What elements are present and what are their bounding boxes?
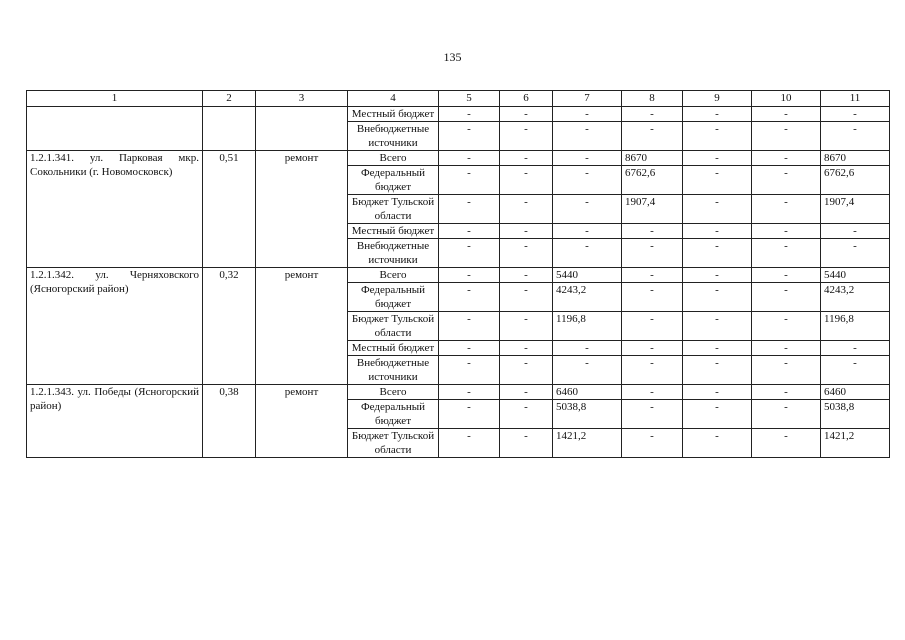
- object-cell: 1.2.1.343. ул. Победы (Ясногорский район): [27, 385, 203, 458]
- value-cell: -: [683, 195, 752, 224]
- value-cell: -: [500, 166, 553, 195]
- value-cell: -: [683, 268, 752, 283]
- value-cell: 6762,6: [622, 166, 683, 195]
- value-cell: -: [683, 312, 752, 341]
- length-cell: 0,51: [203, 151, 256, 268]
- value-cell: -: [821, 107, 890, 122]
- header-col-4: 4: [348, 91, 439, 107]
- value-cell: -: [500, 239, 553, 268]
- value-cell: -: [439, 341, 500, 356]
- value-cell: -: [500, 122, 553, 151]
- value-cell: -: [683, 122, 752, 151]
- value-cell: -: [752, 429, 821, 458]
- value-cell: -: [622, 312, 683, 341]
- value-cell: -: [683, 385, 752, 400]
- work-type-cell: ремонт: [256, 385, 348, 458]
- value-cell: -: [553, 356, 622, 385]
- value-cell: -: [683, 151, 752, 166]
- value-cell: 1421,2: [553, 429, 622, 458]
- source-cell: Всего: [348, 268, 439, 283]
- value-cell: -: [500, 195, 553, 224]
- header-col-11: 11: [821, 91, 890, 107]
- value-cell: -: [683, 400, 752, 429]
- value-cell: -: [500, 151, 553, 166]
- value-cell: -: [622, 356, 683, 385]
- value-cell: -: [622, 224, 683, 239]
- value-cell: -: [683, 107, 752, 122]
- value-cell: 8670: [821, 151, 890, 166]
- value-cell: -: [821, 224, 890, 239]
- value-cell: -: [683, 429, 752, 458]
- budget-table: [26, 90, 890, 458]
- value-cell: -: [439, 122, 500, 151]
- value-cell: -: [752, 122, 821, 151]
- value-cell: 8670: [622, 151, 683, 166]
- work-type-cell: ремонт: [256, 151, 348, 268]
- table-row: [27, 107, 890, 122]
- value-cell: -: [752, 151, 821, 166]
- value-cell: -: [683, 166, 752, 195]
- value-cell: -: [500, 429, 553, 458]
- object-cell: [27, 107, 203, 151]
- value-cell: -: [752, 400, 821, 429]
- length-cell: 0,38: [203, 385, 256, 458]
- value-cell: -: [752, 283, 821, 312]
- source-cell: Всего: [348, 151, 439, 166]
- value-cell: -: [439, 385, 500, 400]
- value-cell: -: [622, 283, 683, 312]
- source-cell: Бюджет Тульской области: [348, 429, 439, 458]
- value-cell: -: [439, 107, 500, 122]
- header-col-7: 7: [553, 91, 622, 107]
- value-cell: -: [752, 166, 821, 195]
- table-row: [27, 151, 890, 166]
- length-cell: 0,32: [203, 268, 256, 385]
- source-cell: Всего: [348, 385, 439, 400]
- source-cell: Внебюджетные источники: [348, 122, 439, 151]
- value-cell: -: [439, 166, 500, 195]
- source-cell: Бюджет Тульской области: [348, 195, 439, 224]
- value-cell: 6762,6: [821, 166, 890, 195]
- value-cell: -: [553, 239, 622, 268]
- value-cell: -: [622, 341, 683, 356]
- header-col-5: 5: [439, 91, 500, 107]
- object-cell: 1.2.1.341. ул. Парковая мкр. Сокольники (г. Новомосковск): [27, 151, 203, 268]
- value-cell: -: [500, 224, 553, 239]
- value-cell: -: [500, 107, 553, 122]
- value-cell: -: [500, 356, 553, 385]
- source-cell: Внебюджетные источники: [348, 356, 439, 385]
- header-col-6: 6: [500, 91, 553, 107]
- value-cell: -: [683, 283, 752, 312]
- value-cell: -: [752, 195, 821, 224]
- header-col-1: 1: [27, 91, 203, 107]
- value-cell: -: [622, 400, 683, 429]
- value-cell: -: [622, 385, 683, 400]
- value-cell: -: [553, 341, 622, 356]
- value-cell: -: [821, 341, 890, 356]
- value-cell: 1196,8: [553, 312, 622, 341]
- source-cell: Местный бюджет: [348, 341, 439, 356]
- value-cell: 5440: [553, 268, 622, 283]
- value-cell: -: [622, 107, 683, 122]
- value-cell: 6460: [821, 385, 890, 400]
- source-cell: Внебюджетные источники: [348, 239, 439, 268]
- header-row: [27, 91, 890, 107]
- header-col-3: 3: [256, 91, 348, 107]
- value-cell: -: [439, 400, 500, 429]
- value-cell: 5440: [821, 268, 890, 283]
- value-cell: -: [553, 224, 622, 239]
- value-cell: -: [752, 385, 821, 400]
- value-cell: -: [752, 239, 821, 268]
- value-cell: -: [439, 429, 500, 458]
- value-cell: -: [439, 312, 500, 341]
- value-cell: -: [500, 400, 553, 429]
- value-cell: -: [752, 107, 821, 122]
- value-cell: -: [622, 122, 683, 151]
- source-cell: Федеральный бюджет: [348, 283, 439, 312]
- value-cell: -: [439, 239, 500, 268]
- value-cell: -: [500, 312, 553, 341]
- value-cell: -: [821, 239, 890, 268]
- header-col-10: 10: [752, 91, 821, 107]
- value-cell: -: [553, 122, 622, 151]
- value-cell: -: [622, 429, 683, 458]
- source-cell: Местный бюджет: [348, 107, 439, 122]
- value-cell: 5038,8: [553, 400, 622, 429]
- value-cell: -: [500, 268, 553, 283]
- work-type-cell: [256, 107, 348, 151]
- value-cell: -: [821, 122, 890, 151]
- value-cell: 1421,2: [821, 429, 890, 458]
- source-cell: Бюджет Тульской области: [348, 312, 439, 341]
- value-cell: -: [439, 283, 500, 312]
- value-cell: -: [439, 268, 500, 283]
- value-cell: 4243,2: [821, 283, 890, 312]
- header-col-9: 9: [683, 91, 752, 107]
- value-cell: -: [500, 341, 553, 356]
- table-row: [27, 385, 890, 400]
- value-cell: -: [683, 341, 752, 356]
- value-cell: -: [752, 224, 821, 239]
- value-cell: -: [553, 166, 622, 195]
- value-cell: -: [622, 239, 683, 268]
- value-cell: -: [439, 224, 500, 239]
- object-cell: 1.2.1.342. ул. Черняховского (Ясногорский район): [27, 268, 203, 385]
- work-type-cell: ремонт: [256, 268, 348, 385]
- value-cell: 1907,4: [821, 195, 890, 224]
- source-cell: Федеральный бюджет: [348, 166, 439, 195]
- value-cell: -: [500, 385, 553, 400]
- value-cell: -: [439, 151, 500, 166]
- value-cell: 6460: [553, 385, 622, 400]
- value-cell: -: [752, 341, 821, 356]
- header-col-2: 2: [203, 91, 256, 107]
- length-cell: [203, 107, 256, 151]
- value-cell: -: [683, 239, 752, 268]
- source-cell: Федеральный бюджет: [348, 400, 439, 429]
- value-cell: -: [553, 107, 622, 122]
- value-cell: -: [439, 356, 500, 385]
- value-cell: 5038,8: [821, 400, 890, 429]
- table-row: [27, 268, 890, 283]
- value-cell: -: [553, 195, 622, 224]
- value-cell: 1907,4: [622, 195, 683, 224]
- value-cell: -: [622, 268, 683, 283]
- page-number: 135: [443, 50, 462, 64]
- value-cell: -: [683, 224, 752, 239]
- value-cell: -: [553, 151, 622, 166]
- source-cell: Местный бюджет: [348, 224, 439, 239]
- value-cell: -: [439, 195, 500, 224]
- value-cell: -: [683, 356, 752, 385]
- header-col-8: 8: [622, 91, 683, 107]
- value-cell: -: [752, 312, 821, 341]
- value-cell: 1196,8: [821, 312, 890, 341]
- value-cell: -: [752, 268, 821, 283]
- value-cell: -: [752, 356, 821, 385]
- value-cell: 4243,2: [553, 283, 622, 312]
- value-cell: -: [821, 356, 890, 385]
- value-cell: -: [500, 283, 553, 312]
